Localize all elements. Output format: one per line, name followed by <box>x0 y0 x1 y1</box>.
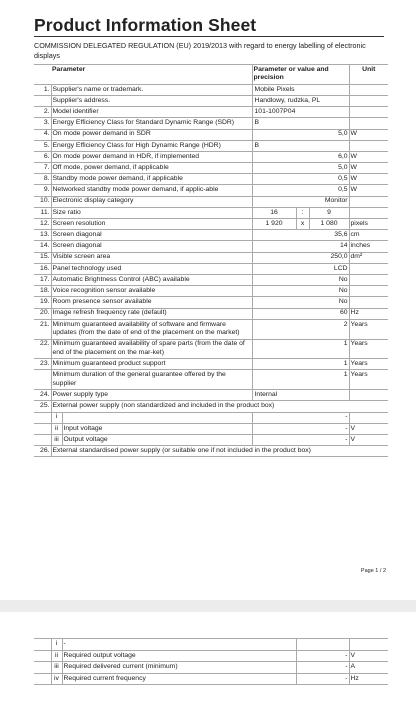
row-parameter: Visible screen area <box>51 252 252 263</box>
row-unit: dm² <box>349 252 388 263</box>
row-unit: cm <box>349 230 388 241</box>
row-parameter: Screen diagonal <box>51 241 252 252</box>
table-row <box>34 163 388 174</box>
row-parameter: Required delivered current (minimum) <box>62 662 296 674</box>
row-parameter: Screen diagonal <box>51 230 252 241</box>
row-value: 2 <box>252 319 349 339</box>
row-subnumber: iii <box>51 662 62 674</box>
table-row <box>34 412 388 423</box>
row-number: 23. <box>34 359 51 370</box>
row-parameter: Networked standby mode power demand, if applic-able <box>51 185 252 196</box>
row-number <box>34 95 51 106</box>
row-parameter: Panel technology used <box>51 263 252 274</box>
row-value: 60 <box>252 308 349 319</box>
power-supply-table <box>34 638 388 685</box>
row-value: 0,5 <box>252 174 349 185</box>
row-number: 19. <box>34 297 51 308</box>
row-parameter: Model identifier <box>51 107 252 118</box>
table-row <box>34 435 388 446</box>
row-number: 22. <box>34 339 51 359</box>
table-row <box>34 650 388 662</box>
row-value: 101-1007P04 <box>252 107 349 118</box>
row-unit: Years <box>349 359 388 370</box>
row-value-second: 1 080 <box>309 219 349 230</box>
row-parameter: Required current frequency <box>62 673 296 685</box>
table-row <box>34 319 388 339</box>
row-value: 35,6 <box>252 230 349 241</box>
row-value-first: 1 920 <box>252 219 296 230</box>
row-unit: Years <box>349 339 388 359</box>
row-unit <box>349 412 388 423</box>
table-row <box>34 274 388 285</box>
row-parameter: Automatic Brightness Control (ABC) available <box>51 274 252 285</box>
table-header-row <box>34 65 388 85</box>
row-parameter: On mode power demand in HDR, if implemented <box>51 151 252 162</box>
row-unit <box>349 107 388 118</box>
table-row <box>34 359 388 370</box>
row-unit: W <box>349 151 388 162</box>
row-subnumber: ii <box>51 423 62 434</box>
row-value-second: 9 <box>309 207 349 218</box>
table-row <box>34 118 388 129</box>
row-parameter: Minimum guaranteed availability of software and firmware updates (from the date of end of the placement on the market) <box>51 319 252 339</box>
row-number-cell <box>34 662 51 674</box>
row-unit <box>349 95 388 106</box>
row-number: 6. <box>34 151 51 162</box>
header-parameter: Parameter <box>34 65 252 85</box>
table-row <box>34 140 388 151</box>
row-value-first: 16 <box>252 207 296 218</box>
table-row <box>34 446 388 457</box>
row-unit: V <box>349 650 388 662</box>
row-unit <box>349 263 388 274</box>
row-number-cell <box>34 435 51 446</box>
row-unit <box>349 207 388 218</box>
row-number: 8. <box>34 174 51 185</box>
row-number: 21. <box>34 319 51 339</box>
row-value: LCD <box>252 263 349 274</box>
row-number: 1. <box>34 84 51 95</box>
page-title: Product Information Sheet <box>34 16 384 37</box>
row-unit: W <box>349 129 388 140</box>
row-unit <box>349 639 388 651</box>
row-number: 12. <box>34 219 51 230</box>
row-value: 1 <box>252 359 349 370</box>
table-row <box>34 390 388 401</box>
table-row <box>34 263 388 274</box>
row-value: - <box>252 423 349 434</box>
row-number-cell <box>34 650 51 662</box>
row-value: 250,0 <box>252 252 349 263</box>
row-parameter: Input voltage <box>62 423 252 434</box>
row-number: 3. <box>34 118 51 129</box>
table-row <box>34 673 388 685</box>
row-unit: inches <box>349 241 388 252</box>
row-parameter: Standby mode power demand, if applicable <box>51 174 252 185</box>
row-number: 7. <box>34 163 51 174</box>
header-unit: Unit <box>349 65 388 85</box>
row-number: 11. <box>34 207 51 218</box>
row-value: 6,0 <box>252 151 349 162</box>
row-value: B <box>252 140 349 151</box>
row-value: No <box>252 274 349 285</box>
row-parameter: Supplier's name or trademark. <box>51 84 252 95</box>
row-value: 14 <box>252 241 349 252</box>
row-value: Monitor <box>252 196 349 207</box>
row-value: Handlowy, rudzka, PL <box>252 95 349 106</box>
row-unit <box>349 274 388 285</box>
product-info-table <box>34 64 388 457</box>
row-value: Internal <box>252 390 349 401</box>
table-row <box>34 95 388 106</box>
row-number: 18. <box>34 286 51 297</box>
row-parameter: Electronic display category <box>51 196 252 207</box>
row-value: 1 <box>252 370 349 390</box>
row-value: - <box>252 412 349 423</box>
row-number: 17. <box>34 274 51 285</box>
row-value: - <box>252 435 349 446</box>
row-parameter: External standardised power supply (or suitable one if not included in the product box) <box>51 446 388 457</box>
row-parameter: Minimum guaranteed availability of spare parts (from the date of end of the placement on the mar-ket) <box>51 339 252 359</box>
row-number: 9. <box>34 185 51 196</box>
row-unit: V <box>349 435 388 446</box>
row-unit <box>349 286 388 297</box>
row-number-cell <box>34 639 51 651</box>
row-value: 1 <box>252 339 349 359</box>
row-number: 16. <box>34 263 51 274</box>
table-row <box>34 185 388 196</box>
row-unit: Years <box>349 370 388 390</box>
row-number-cell <box>34 412 51 423</box>
row-parameter: Power supply type <box>51 390 252 401</box>
row-parameter: External power supply (non standardized and included in the product box) <box>51 401 388 412</box>
row-parameter: - <box>62 639 296 651</box>
row-number-cell <box>34 423 51 434</box>
row-parameter: Image refresh frequency rate (default) <box>51 308 252 319</box>
table-row <box>34 207 388 218</box>
table-row <box>34 339 388 359</box>
table-row <box>34 308 388 319</box>
table-row <box>34 241 388 252</box>
row-value: 5,0 <box>252 163 349 174</box>
row-parameter: Size ratio <box>51 207 252 218</box>
table-row <box>34 639 388 651</box>
table-row <box>34 423 388 434</box>
page-2 <box>0 612 416 720</box>
table-row <box>34 129 388 140</box>
table-row <box>34 370 388 390</box>
row-parameter: Screen resolution <box>51 219 252 230</box>
row-value: 5,0 <box>252 129 349 140</box>
row-unit <box>349 140 388 151</box>
row-value: 0,5 <box>252 185 349 196</box>
row-subnumber: i <box>51 412 62 423</box>
table-row <box>34 286 388 297</box>
row-number: 26. <box>34 446 51 457</box>
row-number: 15. <box>34 252 51 263</box>
row-value: - <box>296 673 349 685</box>
table-row <box>34 230 388 241</box>
table-row <box>34 196 388 207</box>
table-row <box>34 297 388 308</box>
row-number: 2. <box>34 107 51 118</box>
row-unit <box>349 297 388 308</box>
row-value: No <box>252 286 349 297</box>
row-parameter: Voice recognition sensor available <box>51 286 252 297</box>
row-number: 25. <box>34 401 51 412</box>
row-number <box>34 370 51 390</box>
row-parameter: Minimum duration of the general guarantee offered by the supplier <box>51 370 252 390</box>
table-row <box>34 401 388 412</box>
row-unit: V <box>349 423 388 434</box>
table-row <box>34 219 388 230</box>
row-value: No <box>252 297 349 308</box>
row-unit: W <box>349 163 388 174</box>
row-unit <box>349 118 388 129</box>
table-row <box>34 252 388 263</box>
table-row <box>34 174 388 185</box>
row-value <box>296 639 349 651</box>
row-unit: A <box>349 662 388 674</box>
row-unit: pixels <box>349 219 388 230</box>
row-parameter: Minimum guaranteed product support <box>51 359 252 370</box>
regulation-subtitle: COMMISSION DELEGATED REGULATION (EU) 2019/2013 with regard to energy labelling of electronic displays <box>34 41 366 60</box>
row-subnumber: iv <box>51 673 62 685</box>
row-number: 13. <box>34 230 51 241</box>
row-parameter: Room presence sensor available <box>51 297 252 308</box>
row-number: 24. <box>34 390 51 401</box>
table-row <box>34 151 388 162</box>
row-parameter: Supplier's address. <box>51 95 252 106</box>
row-number: 10. <box>34 196 51 207</box>
row-unit: Years <box>349 319 388 339</box>
row-unit: Hz <box>349 308 388 319</box>
page-number: Page 1 / 2 <box>360 568 386 574</box>
table-row <box>34 662 388 674</box>
row-unit: W <box>349 185 388 196</box>
row-parameter: Required output voltage <box>62 650 296 662</box>
row-value: - <box>296 662 349 674</box>
row-unit: W <box>349 174 388 185</box>
row-number: 4. <box>34 129 51 140</box>
row-subnumber: i <box>51 639 62 651</box>
row-subnumber: iii <box>51 435 62 446</box>
row-unit <box>349 196 388 207</box>
row-parameter: Off mode, power demand, if applicable <box>51 163 252 174</box>
row-number: 5. <box>34 140 51 151</box>
header-value: Parameter or value and precision <box>252 65 349 85</box>
row-value-separator: x <box>296 219 309 230</box>
table-row <box>34 107 388 118</box>
row-value: Mobile Pixels <box>252 84 349 95</box>
row-number-cell <box>34 673 51 685</box>
table-row <box>34 84 388 95</box>
row-unit <box>349 390 388 401</box>
row-subnumber: ii <box>51 650 62 662</box>
row-number: 20. <box>34 308 51 319</box>
row-unit <box>349 84 388 95</box>
row-number: 14. <box>34 241 51 252</box>
row-value-separator: : <box>296 207 309 218</box>
row-parameter: Energy Efficiency Class for Standard Dynamic Range (SDR) <box>51 118 252 129</box>
row-parameter: Output voltage <box>62 435 252 446</box>
row-unit: Hz <box>349 673 388 685</box>
row-value: B <box>252 118 349 129</box>
row-parameter: On mode power demand in SDR <box>51 129 252 140</box>
row-parameter <box>62 412 252 423</box>
row-parameter: Energy Efficiency Class for High Dynamic Range (HDR) <box>51 140 252 151</box>
row-value: - <box>296 650 349 662</box>
